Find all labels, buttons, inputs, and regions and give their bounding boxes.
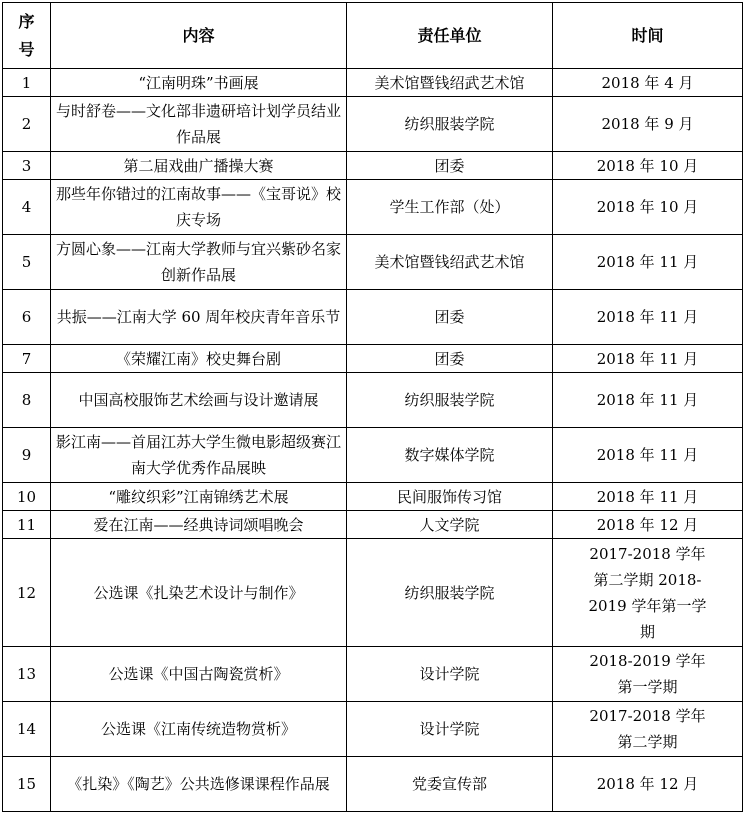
cell-time: 2018 年 10 月 xyxy=(553,180,743,235)
cell-time: 2018-2019 学年第一学期 xyxy=(553,647,743,702)
cell-no: 6 xyxy=(3,290,51,345)
cell-content: 公选课《扎染艺术设计与制作》 xyxy=(51,539,347,647)
cell-content: 爱在江南——经典诗词颂唱晚会 xyxy=(51,511,347,539)
cell-no: 9 xyxy=(3,428,51,483)
cell-no: 15 xyxy=(3,757,51,812)
cell-unit: 团委 xyxy=(347,152,553,180)
cell-time: 2018 年 4 月 xyxy=(553,69,743,97)
cell-no: 4 xyxy=(3,180,51,235)
table-row xyxy=(3,511,743,539)
cell-time: 2017-2018 学年第二学期 2018-2019 学年第一学期 xyxy=(553,539,743,647)
cell-no: 10 xyxy=(3,483,51,511)
table-row xyxy=(3,69,743,97)
cell-time: 2018 年 11 月 xyxy=(553,428,743,483)
cell-no: 2 xyxy=(3,97,51,152)
cell-unit: 党委宣传部 xyxy=(347,757,553,812)
cell-content: 中国高校服饰艺术绘画与设计邀请展 xyxy=(51,373,347,428)
cell-content: 《荣耀江南》校史舞台剧 xyxy=(51,345,347,373)
cell-no: 8 xyxy=(3,373,51,428)
table-row xyxy=(3,428,743,483)
table-row xyxy=(3,373,743,428)
cell-unit: 设计学院 xyxy=(347,702,553,757)
cell-content: 影江南——首届江苏大学生微电影超级赛江南大学优秀作品展映 xyxy=(51,428,347,483)
cell-no: 12 xyxy=(3,539,51,647)
table-row xyxy=(3,235,743,290)
table-row xyxy=(3,647,743,702)
cell-content: 那些年你错过的江南故事——《宝哥说》校庆专场 xyxy=(51,180,347,235)
cell-unit: 美术馆暨钱绍武艺术馆 xyxy=(347,235,553,290)
header-no: 序号 xyxy=(3,3,51,69)
cell-unit: 设计学院 xyxy=(347,647,553,702)
cell-unit: 数字媒体学院 xyxy=(347,428,553,483)
header-time: 时间 xyxy=(553,3,743,69)
cell-content: 第二届戏曲广播操大赛 xyxy=(51,152,347,180)
cell-unit: 民间服饰传习馆 xyxy=(347,483,553,511)
cell-time: 2018 年 11 月 xyxy=(553,290,743,345)
cell-unit: 团委 xyxy=(347,290,553,345)
cell-time: 2018 年 11 月 xyxy=(553,235,743,290)
cell-content: 公选课《江南传统造物赏析》 xyxy=(51,702,347,757)
cell-unit: 纺织服装学院 xyxy=(347,539,553,647)
table-row xyxy=(3,757,743,812)
cell-content: 共振——江南大学 60 周年校庆青年音乐节 xyxy=(51,290,347,345)
cell-unit: 学生工作部（处） xyxy=(347,180,553,235)
cell-unit: 纺织服装学院 xyxy=(347,97,553,152)
events-table xyxy=(2,2,743,812)
table-row xyxy=(3,290,743,345)
cell-time: 2018 年 10 月 xyxy=(553,152,743,180)
cell-no: 14 xyxy=(3,702,51,757)
cell-time: 2017-2018 学年第二学期 xyxy=(553,702,743,757)
cell-no: 11 xyxy=(3,511,51,539)
cell-unit: 纺织服装学院 xyxy=(347,373,553,428)
table-row xyxy=(3,180,743,235)
cell-time: 2018 年 11 月 xyxy=(553,373,743,428)
cell-no: 7 xyxy=(3,345,51,373)
table-row xyxy=(3,539,743,647)
header-row xyxy=(3,3,743,69)
header-content: 内容 xyxy=(51,3,347,69)
cell-unit: 团委 xyxy=(347,345,553,373)
cell-time: 2018 年 12 月 xyxy=(553,757,743,812)
header-unit: 责任单位 xyxy=(347,3,553,69)
cell-content: 与时舒卷——文化部非遗研培计划学员结业作品展 xyxy=(51,97,347,152)
cell-time: 2018 年 9 月 xyxy=(553,97,743,152)
cell-content: “江南明珠”书画展 xyxy=(51,69,347,97)
table-row xyxy=(3,152,743,180)
cell-time: 2018 年 11 月 xyxy=(553,345,743,373)
cell-no: 1 xyxy=(3,69,51,97)
cell-content: 《扎染》《陶艺》公共选修课课程作品展 xyxy=(51,757,347,812)
table-row xyxy=(3,97,743,152)
cell-unit: 人文学院 xyxy=(347,511,553,539)
cell-time: 2018 年 11 月 xyxy=(553,483,743,511)
table-row xyxy=(3,483,743,511)
cell-unit: 美术馆暨钱绍武艺术馆 xyxy=(347,69,553,97)
cell-no: 13 xyxy=(3,647,51,702)
cell-content: 方圆心象——江南大学教师与宜兴紫砂名家创新作品展 xyxy=(51,235,347,290)
cell-content: “雕纹织彩”江南锦绣艺术展 xyxy=(51,483,347,511)
table-row xyxy=(3,702,743,757)
cell-no: 5 xyxy=(3,235,51,290)
cell-time: 2018 年 12 月 xyxy=(553,511,743,539)
table-row xyxy=(3,345,743,373)
cell-content: 公选课《中国古陶瓷赏析》 xyxy=(51,647,347,702)
cell-no: 3 xyxy=(3,152,51,180)
